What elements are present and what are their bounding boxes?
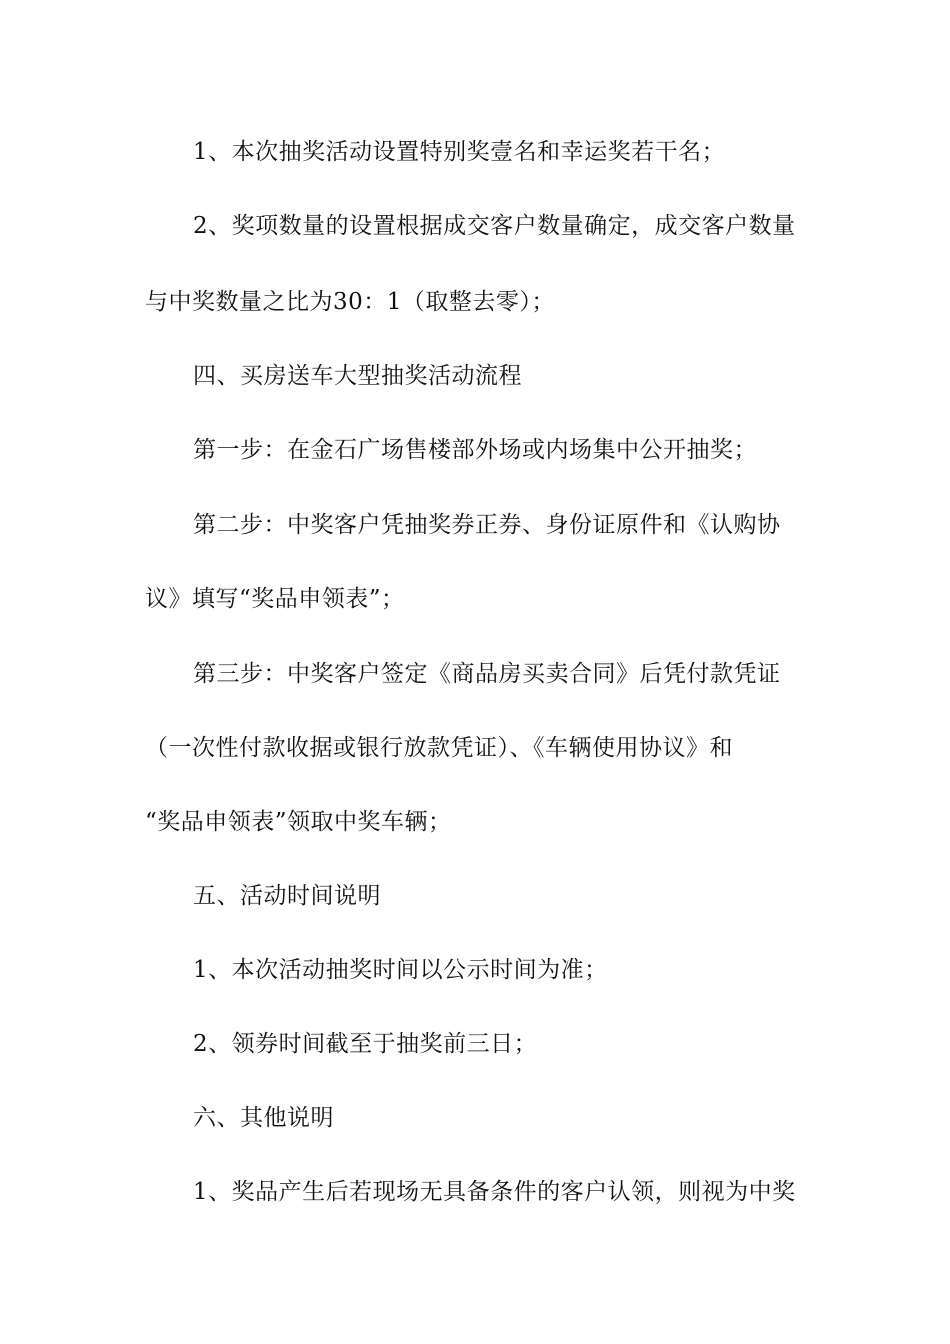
text-line-10: “奖品申领表”领取中奖车辆； (145, 809, 452, 835)
text-line-8: 第三步：中奖客户签定《商品房买卖合同》后凭付款凭证 (193, 661, 781, 687)
text-line-9: （一次性付款收据或银行放款凭证）、《车辆使用协议》和 (145, 735, 733, 761)
text-line-3: 与中奖数量之比为30：1（取整去零）； (145, 289, 555, 315)
text-line-1: 1、本次抽奖活动设置特别奖壹名和幸运奖若干名； (193, 139, 726, 165)
section-heading-14: 六、其他说明 (193, 1105, 334, 1131)
text-line-15: 1、奖品产生后若现场无具备条件的客户认领，则视为中奖 (193, 1179, 796, 1205)
section-heading-4: 四、买房送车大型抽奖活动流程 (193, 363, 522, 389)
text-line-2: 2、奖项数量的设置根据成交客户数量确定，成交客户数量 (193, 213, 796, 239)
text-line-6: 第二步：中奖客户凭抽奖券正券、身份证原件和《认购协 (193, 512, 781, 538)
text-line-12: 1、本次活动抽奖时间以公示时间为准； (193, 957, 608, 983)
text-line-13: 2、领券时间截至于抽奖前三日； (193, 1031, 538, 1057)
text-line-5: 第一步：在金石广场售楼部外场或内场集中公开抽奖； (193, 437, 757, 463)
text-line-7: 议》填写“奖品申领表”； (145, 586, 405, 612)
section-heading-11: 五、活动时间说明 (193, 883, 381, 909)
